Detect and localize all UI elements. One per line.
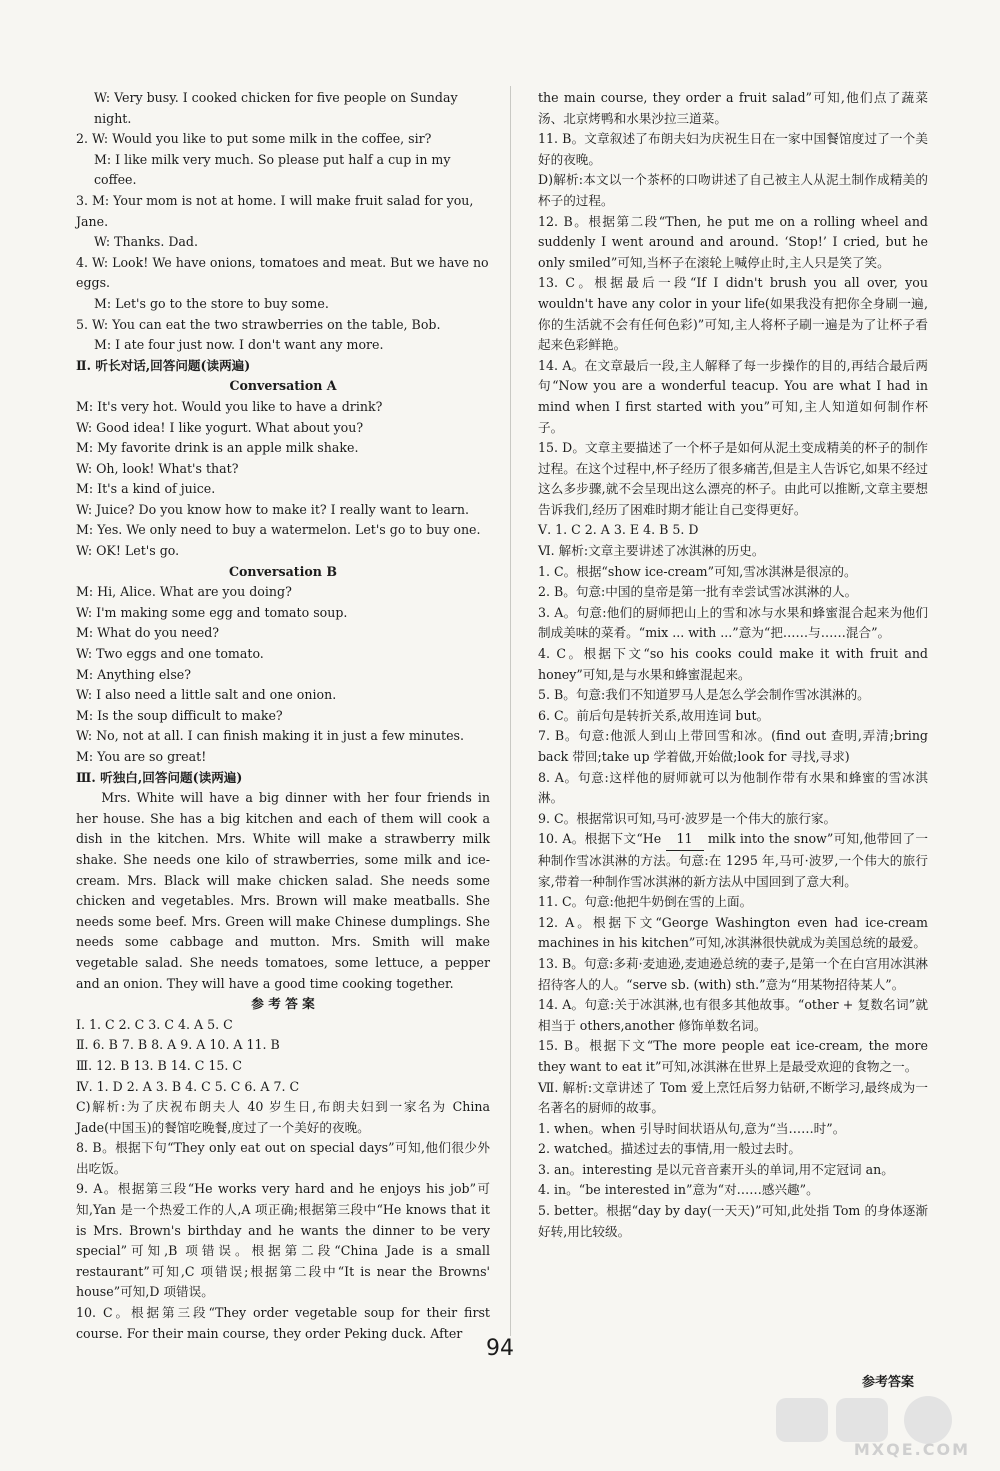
explanation-item: 1. C。根据“show ice-cream”可知,雪冰淇淋是很凉的。 xyxy=(538,563,857,579)
footer-label: 参考答案 xyxy=(861,1375,914,1390)
text-line: Ⅲ. 12. B 13. B 14. C 15. C xyxy=(76,1057,243,1073)
blank-number: 11 xyxy=(666,829,704,851)
text-line: W: I'm making some egg and tomato soup. xyxy=(76,604,348,620)
text-line: M: What do you need? xyxy=(76,625,220,641)
conversation-b-title: Conversation B xyxy=(229,563,337,579)
text-line: 8. B。根据下句“They only eat out on special days”可知,他们很少外出吃饭。 xyxy=(76,1140,490,1176)
answer-key xyxy=(76,1015,490,1097)
left-column xyxy=(76,88,490,1344)
text-line: W: Oh, look! What's that? xyxy=(76,460,239,476)
explanation-item: 12. A。根据下文“George Washington even had ice-cream machines in his kitchen”可知,冰淇淋很快就成为美国总统的最爱。 xyxy=(538,914,928,951)
explanation-item: Ⅵ. 解析:文章主要讲述了冰淇淋的历史。 xyxy=(538,543,765,559)
explanation-item: 6. C。前后句是转折关系,故用连词 but。 xyxy=(538,707,770,723)
text-line: M: Hi, Alice. What are you doing? xyxy=(76,584,292,600)
item-10-text-rest: milk into the snow”可知,他带回了一种制作雪冰淇淋的方法。句意:在 1295 年,马可·波罗,一个伟大的旅行家,带着一种制作雪冰淇淋的新方法从中国回到了意大利。 xyxy=(538,831,928,889)
explanation-item: 1. when。when 引导时间状语从句,意为“当……时”。 xyxy=(538,1120,846,1136)
text-line: W: Thanks. Dad. xyxy=(94,234,198,250)
explanation-item: 5. better。根据“day by day(一天天)”可知,此处指 Tom 的身体逐渐好转,用比较级。 xyxy=(538,1203,928,1239)
text-line: M: Let's go to the store to buy some. xyxy=(94,295,329,311)
explanation-item: 14. A。句意:关于冰淇淋,也有很多其他故事。“other + 复数名词”就相当于 others,another 修饰单数名词。 xyxy=(538,997,928,1033)
text-line: C)解析:为了庆祝布朗夫人 40 岁生日,布朗夫妇到一家名为 China Jade(中国玉)的餐馆吃晚餐,度过了一个美好的夜晚。 xyxy=(76,1099,490,1135)
text-line: Ⅱ. 6. B 7. B 8. A 9. A 10. A 11. B xyxy=(76,1037,280,1053)
explanation-item: 2. B。句意:中国的皇帝是第一批有幸尝试雪冰淇淋的人。 xyxy=(538,584,858,600)
text-line: M: It's a kind of juice. xyxy=(76,481,216,497)
text-line: 2. W: Would you like to put some milk in the coffee, sir? xyxy=(76,131,432,147)
explanation-item: Ⅴ. 1. C 2. A 3. E 4. B 5. D xyxy=(538,522,699,538)
explanation-item xyxy=(538,829,928,892)
text-line: W: No, not at all. I can finish making it in just a few minutes. xyxy=(76,728,465,744)
explanation-item: 7. B。句意:他派人到山上带回雪和冰。(find out 查明,弄清;bring back 带回;take up 学着做,开始做;look for 寻找,寻求) xyxy=(538,728,928,764)
text-line: 9. A。根据第三段“He works very hard and he enjoys his job”可知,Yan 是一个热爱工作的人,A 项正确;根据第三段中“He knows that it is Mrs. Brown's birthday and he wants the dinner to be very special”可知,B 项错误。根据第二段“China Jade is a small restaurant”可知,C 项错误;根据第二段中“It is near the Browns' house”可知,D 项错误。 xyxy=(76,1181,490,1300)
text-line: M: Yes. We only need to buy a watermelon. Let's go to buy one. xyxy=(76,522,481,538)
explanation-item: Ⅶ. 解析:文章讲述了 Tom 爱上烹饪后努力钻研,不断学习,最终成为一名著名的厨师的故事。 xyxy=(538,1079,928,1116)
explanation-item: 4. C。根据下文“so his cooks could make it with fruit and honey”可知,是与水果和蜂蜜混起来。 xyxy=(538,646,928,682)
text-line: M: I ate four just now. I don't want any more. xyxy=(94,337,384,353)
text-line: 4. W: Look! We have onions, tomatoes and meat. But we have no eggs. xyxy=(76,254,489,291)
section-2-heading: Ⅱ. 听长对话,回答问题(读两遍) xyxy=(76,357,251,373)
explanation-item: 11. C。句意:他把牛奶倒在雪的上面。 xyxy=(538,894,753,910)
explanation-item: 9. C。根据常识可知,马可·波罗是一个伟大的旅行家。 xyxy=(538,810,837,826)
explanation-item: 11. B。文章叙述了布朗夫妇为庆祝生日在一家中国餐馆度过了一个美好的夜晚。 xyxy=(538,131,928,167)
text-line: W: Very busy. I cooked chicken for five people on Sunday night. xyxy=(94,90,458,126)
text-line: M: My favorite drink is an apple milk shake. xyxy=(76,440,359,456)
dialogue-block-1 xyxy=(76,88,490,356)
text-line: M: Anything else? xyxy=(76,666,191,682)
explanation-item: 15. B。根据下文“The more people eat ice-cream, the more they want to eat it”可知,冰淇淋在世界上是最受欢迎的食物之一。 xyxy=(538,1038,928,1074)
text-line: 3. M: Your mom is not at home. I will make fruit salad for you, Jane. xyxy=(76,192,474,229)
text-line: Ⅳ. 1. D 2. A 3. B 4. C 5. C 6. A 7. C xyxy=(76,1078,300,1094)
column-divider xyxy=(510,86,511,1336)
explanation-item: 4. in。“be interested in”意为“对……感兴趣”。 xyxy=(538,1182,819,1198)
text-line: M: I like milk very much. So please put half a cup in my coffee. xyxy=(94,151,451,188)
text-line: 5. W: You can eat the two strawberries on the table, Bob. xyxy=(76,316,441,332)
explanation-item: 2. watched。描述过去的事情,用一般过去时。 xyxy=(538,1141,801,1157)
explanation-item: the main course, they order a fruit salad”可知,他们点了蔬菜汤、北京烤鸭和水果沙拉三道菜。 xyxy=(538,90,928,126)
explanation-item: 3. an。interesting 是以元音音素开头的单词,用不定冠词 an。 xyxy=(538,1161,894,1177)
text-line: M: It's very hot. Would you like to have a drink? xyxy=(76,398,383,414)
text-line: W: OK! Let's go. xyxy=(76,543,180,559)
watermark-text: MXQE.COM xyxy=(853,1440,970,1459)
text-line: Ⅰ. 1. C 2. C 3. C 4. A 5. C xyxy=(76,1016,233,1032)
conversation-a xyxy=(76,397,490,562)
explanation-item: 13. B。句意:多莉·麦迪逊,麦迪逊总统的妻子,是第一个在白宫用冰淇淋招待客人的人。“serve sb. (with) sth.”意为“用某物招待某人”。 xyxy=(538,955,928,992)
text-line: W: Two eggs and one tomato. xyxy=(76,646,264,662)
answers-title: 参 考 答 案 xyxy=(251,996,315,1012)
text-line: M: You are so great! xyxy=(76,749,207,764)
explanation-item: 3. A。句意:他们的厨师把山上的雪和冰与水果和蜂蜜混合起来为他们制成美味的菜肴。“mix ... with ...”意为“把……与……混合”。 xyxy=(538,604,928,641)
monologue-text: Mrs. White will have a big dinner with her four friends in her house. She has a big kitchen and each of them will cook a dish in the kitchen. Mrs. White will make a strawberry milk shake. She needs one kilo of strawberries, some milk and ice-cream. Mrs. Black will make chicken salad. She needs some chicken and vegetables. Mrs. Brown will make meatballs. She needs some beef. Mrs. Green will make Chinese dumplings. She needs some cabbage and mutton. Mrs. Smith will make vegetable salad. She needs tomatoes, some lettuce, a pepper and an onion. They will have a good time cooking together. xyxy=(76,790,490,991)
page-number: 94 xyxy=(486,1336,514,1361)
text-line: W: Good idea! I like yogurt. What about you? xyxy=(76,419,364,435)
text-line: W: I also need a little salt and one onion. xyxy=(76,687,337,703)
conversation-a-title: Conversation A xyxy=(229,378,337,394)
explanation-item: 14. A。在文章最后一段,主人解释了每一步操作的目的,再结合最后两句“Now you are a wonderful teacup. You are what I had in mind when I first started with you”可知,主人知道如何制作杯子。 xyxy=(538,357,928,435)
explanation-item: 12. B。根据第二段“Then, he put me on a rolling wheel and suddenly I went around and around. ‘Stop!’ I cried, but he only smiled”可知,当杯子在滚轮上喊停止时,主人只是笑了笑。 xyxy=(538,213,928,270)
explanation-item: 8. A。句意:这样他的厨师就可以为他制作带有水果和蜂蜜的雪冰淇淋。 xyxy=(538,769,928,806)
section-3-heading: Ⅲ. 听独白,回答问题(读两遍) xyxy=(76,769,243,785)
text-line: 10. C。根据第三段“They order vegetable soup for their first course. For their main course, they order Peking duck. After xyxy=(76,1305,490,1341)
explanations-left xyxy=(76,1097,490,1344)
conversation-b xyxy=(76,582,490,767)
explanation-item: 13. C。根据最后一段“If I didn't brush you all over, you wouldn't have any color in your life(如果我没有把你全身刷一遍,你的生活就不会有任何色彩)”可知,主人将杯子刷一遍是为了让杯子看起来色彩鲜艳。 xyxy=(538,275,928,353)
explanation-item: 15. D。文章主要描述了一个杯子是如何从泥土变成精美的杯子的制作过程。在这个过程中,杯子经历了很多痛苦,但是主人告诉它,如果不经过这么多步骤,就不会呈现出这么漂亮的杯子。由此可以推断,文章主要想告诉我们,经历了困难时期才能让自己变得更好。 xyxy=(538,440,928,517)
right-column xyxy=(538,88,928,1242)
text-line: M: Is the soup difficult to make? xyxy=(76,707,283,723)
explanations-right xyxy=(538,88,928,1242)
explanation-item: 5. B。句意:我们不知道罗马人是怎么学会制作雪冰淇淋的。 xyxy=(538,687,870,703)
item-10-text: 10. A。根据下文“He xyxy=(538,831,666,847)
text-line: W: Juice? Do you know how to make it? I really want to learn. xyxy=(76,501,470,517)
explanation-item: D)解析:本文以一个茶杯的口吻讲述了自己被主人从泥土制作成精美的杯子的过程。 xyxy=(538,172,928,208)
